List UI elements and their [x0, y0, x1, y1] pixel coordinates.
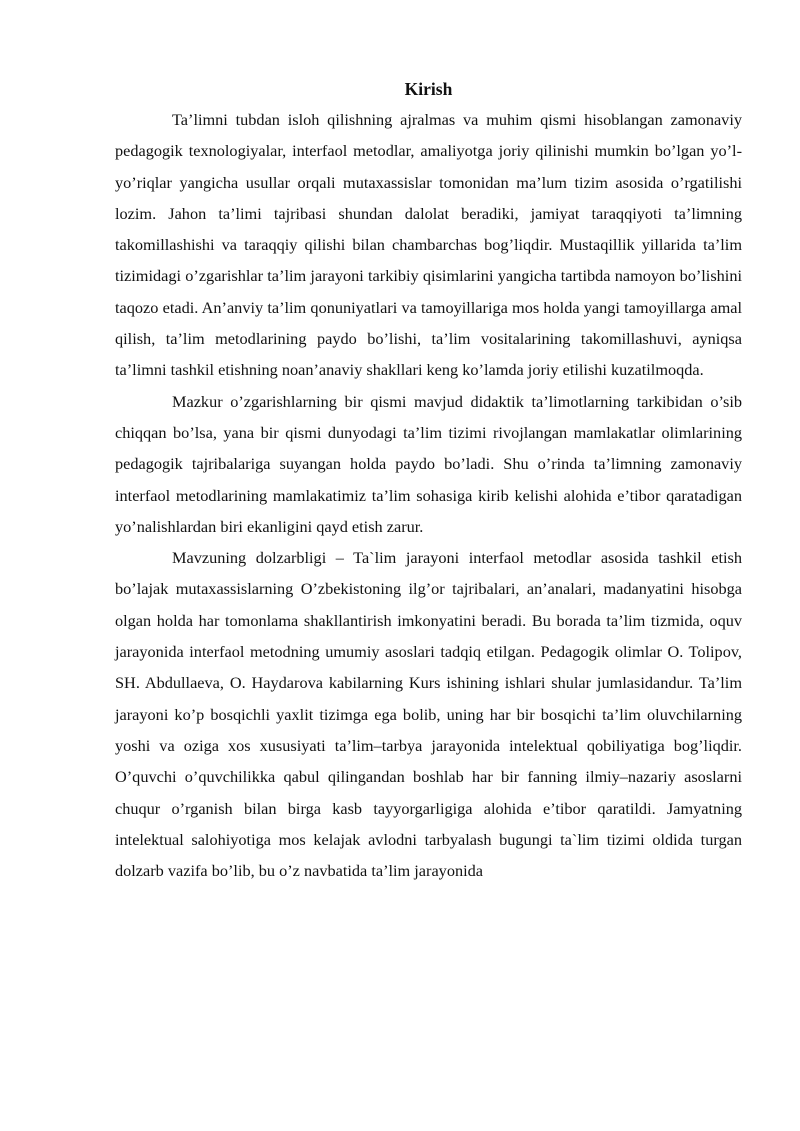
paragraph-introduction: Ta’limni tubdan isloh qilishning ajralmas va muhim qismi hisoblangan zamonaviy pedagogik texnologiyalar, interfaol metodlar, amaliyotga joriy qilinishi mumkin bo’lgan yo’l-yo’riqlar yangicha usullar orqali mutaxassislar tomonidan ma’lum tizim asosida o’rgatilishi lozim. Jahon ta’limi tajribasi shundan dalolat beradiki, jamiyat taraqqiyoti ta’limning takomillashishi va taraqqiy qilishi bilan chambarchas bog’liqdir. Mustaqillik yillarida ta’lim tizimidagi o’zgarishlar ta’lim jarayoni tarkibiy qisimlarini yangicha tartibda namoyon bo’lishini taqozo etadi. An’anviy ta’lim qonuniyatlari va tamoyillariga mos holda yangi tamoyillarga amal qilish, ta’lim metodlarining paydo bo’lishi, ta’lim vositalarining takomillashuvi, ayniqsa ta’limni tashkil etishning noan’anaviy shakllari keng ko’lamda joriy etilishi kuzatilmoqda. — [115, 110, 742, 380]
paragraph-relevance: Mavzuning dolzarbligi – Ta`lim jarayoni interfaol metodlar asosida tashkil etish bo’lajak mutaxassislarning O’zbekistoning ilg’or tajribalari, an’analari, madanyatini hisobga olgan holda har tomonlama shakllantirish imkonyatini beradi. Bu borada ta’lim tizmida, oquv jarayonida interfaol metodning umumiy asoslari tadqiq etilgan. Pedagogik olimlar O. Tolipov, SH. Abdullaeva, O. Haydarova kabilarning Kurs ishining ishlari shular jumlasidandur. Ta’lim jarayoni ko’p bosqichli yaxlit tizimga ega bolib, uning har bir bosqichi ta’lim oluvchilarning yoshi va oziga xos xususiyati ta’lim–tarbya jarayonida intelektual qobiliyatiga bog’liqdir. O’quvchi o’quvchilikka qabul qilingandan boshlab har bir fanning ilmiy–nazariy asoslarni chuqur o’rganish bilan birga kasb tayyorgarligiga alohida e’tibor qaratildi. Jamyatning intelektual salohiyotiga mos kelajak avlodni tarbyalash bugungi ta`lim tizimi oldida turgan dolzarb vazifa bo’lib, bu o’z navbatida ta’lim jarayonida — [115, 548, 742, 881]
document-page — [115, 76, 742, 886]
paragraph-changes: Mazkur o’zgarishlarning bir qismi mavjud didaktik ta’limotlarning tarkibidan o’sib chiqqan bo’lsa, yana bir qismi dunyodagi ta’lim tizimi rivojlangan mamlakatlar olimlarining pedagogik tajribalariga suyangan holda paydo bo’ladi. Shu o’rinda ta’limning zamonaviy interfaol metodlarining mamlakatimiz ta’lim sohasiga kirib kelishi alohida e’tibor qaratadigan yo’nalishlardan biri ekanligini qayd etish zarur. — [115, 391, 742, 536]
section-title: Kirish — [404, 79, 453, 99]
